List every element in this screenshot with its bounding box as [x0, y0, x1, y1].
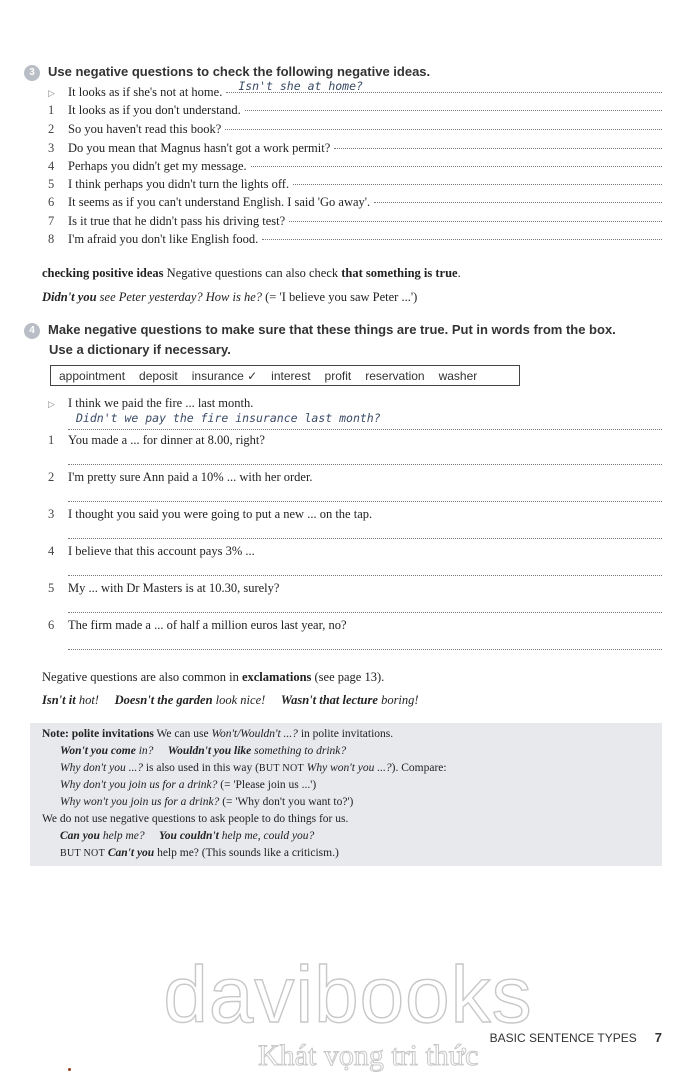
example-text: look nice!	[215, 693, 266, 707]
note-italic: Won't/Wouldn't ...?	[211, 728, 298, 740]
explanation-text: Negative questions can also check	[166, 266, 339, 280]
answer-line[interactable]	[68, 648, 662, 650]
word-box-item: interest	[271, 368, 311, 383]
exclamations-intro	[42, 670, 662, 685]
footer-section-title: BASIC SENTENCE TYPES	[489, 1031, 637, 1045]
item-number: 4	[48, 159, 55, 173]
note-emphasis: Can't you	[107, 847, 155, 859]
note-emphasis: Can you	[60, 830, 100, 842]
note-emphasis: Wouldn't you like	[167, 745, 252, 757]
item-number: 5	[48, 177, 55, 191]
note-line	[42, 828, 662, 845]
answer-line[interactable]	[226, 79, 662, 93]
exercise-instruction: Make negative questions to make sure that these things are true. Put in words from the box.	[48, 322, 616, 337]
note-italic: help me?	[102, 830, 145, 842]
exercise-item	[48, 544, 662, 561]
item-number: 1	[48, 433, 55, 447]
note-label: Note:	[42, 728, 69, 740]
explanation-text: Negative questions are also common in	[42, 670, 239, 684]
exercise-number-badge: 3	[24, 65, 40, 81]
item-prompt: So you haven't read this book?	[68, 122, 222, 136]
exercise-item	[48, 507, 662, 524]
note-text: ). Compare:	[391, 762, 447, 774]
item-number: 6	[48, 195, 55, 209]
word-box-item: appointment	[59, 368, 126, 383]
item-prompt: Perhaps you didn't get my message.	[68, 159, 247, 173]
note-italic: Why won't you join us for a drink?	[60, 796, 220, 808]
item-prompt: I'm pretty sure Ann paid a 10% ... with her order.	[68, 470, 313, 484]
item-number: 5	[48, 581, 55, 595]
emphasis-text: that something is true	[341, 266, 458, 280]
note-italic: something to drink?	[254, 745, 347, 757]
exercise-item	[48, 195, 662, 212]
exercise-4-heading	[24, 322, 616, 357]
exercise-3-heading	[24, 64, 430, 81]
example-prompt: I think we paid the fire ... last month.	[68, 396, 254, 410]
answer-line[interactable]	[68, 463, 662, 465]
note-line	[42, 743, 662, 760]
exercise-number-badge: 4	[24, 323, 40, 339]
note-line	[42, 726, 662, 743]
item-number: 1	[48, 103, 55, 117]
exercise-3-example	[48, 79, 662, 102]
example-answer: Didn't we pay the fire insurance last month?	[76, 411, 381, 425]
exercise-item	[48, 177, 662, 194]
answer-line[interactable]	[293, 184, 662, 185]
item-prompt: You made a ... for dinner at 8.00, right?	[68, 433, 265, 447]
item-number: 8	[48, 232, 55, 246]
item-number: 3	[48, 507, 55, 521]
section-heading: checking positive ideas	[42, 266, 164, 280]
example-prompt: It looks as if she's not at home.	[68, 85, 223, 99]
item-number: 4	[48, 544, 55, 558]
note-heading: polite invitations	[71, 728, 154, 740]
note-line	[42, 777, 662, 794]
item-number: 3	[48, 141, 55, 155]
item-prompt: It looks as if you don't understand.	[68, 103, 241, 117]
note-box	[30, 723, 662, 866]
item-number: 2	[48, 122, 55, 136]
page-reference: (see page 13).	[314, 670, 385, 684]
note-text: is also used in this way (	[145, 762, 259, 774]
item-prompt: It seems as if you can't understand English. I said 'Go away'.	[68, 195, 371, 209]
example-answer: Isn't she at home?	[238, 79, 363, 93]
answer-line[interactable]	[334, 148, 662, 149]
example-emphasis: Isn't it	[42, 693, 76, 707]
exercise-instruction-2: Use a dictionary if necessary.	[49, 342, 231, 357]
item-prompt: I'm afraid you don't like English food.	[68, 232, 259, 246]
note-line	[42, 845, 662, 862]
item-prompt: My ... with Dr Masters is at 10.30, surely?	[68, 581, 280, 595]
note-text: (= 'Please join us ...')	[220, 779, 317, 791]
example-emphasis: Didn't you	[42, 290, 97, 304]
exercise-instruction: Use negative questions to check the following negative ideas.	[48, 64, 431, 79]
example-emphasis: Doesn't the garden	[114, 693, 213, 707]
answer-line[interactable]	[68, 500, 662, 502]
exercise-item	[48, 232, 662, 249]
word-box-item: insurance ✓	[191, 368, 258, 383]
note-text: help me? (This sounds like a criticism.)	[157, 847, 339, 859]
note-italic: help me, could you?	[221, 830, 315, 842]
exercise-item	[48, 103, 662, 120]
exercise-item	[48, 141, 662, 158]
example-marker-icon: ▷	[48, 399, 55, 409]
word-box-item: profit	[324, 368, 352, 383]
checking-example	[42, 290, 662, 305]
item-prompt: I think perhaps you didn't turn the lights off.	[68, 177, 290, 191]
note-text: We do not use negative questions to ask people to do things for us.	[42, 813, 349, 825]
example-text: boring!	[381, 693, 419, 707]
word-box-item: deposit	[139, 368, 178, 383]
item-prompt: I thought you said you were going to put a new ... on the tap.	[68, 507, 373, 521]
exercise-item	[48, 581, 662, 598]
word-box	[50, 365, 520, 386]
note-text: in polite invitations.	[300, 728, 394, 740]
watermark-tagline: Khát vọng tri thức	[258, 1039, 479, 1072]
exercise-item	[48, 618, 662, 635]
item-prompt: Is it true that he didn't pass his driving test?	[68, 214, 286, 228]
punctuation: .	[457, 266, 461, 280]
answer-line[interactable]	[245, 110, 662, 111]
item-prompt: The firm made a ... of half a million euros last year, no?	[68, 618, 347, 632]
answer-line[interactable]	[374, 202, 662, 203]
note-italic: in?	[138, 745, 154, 757]
exercise-item	[48, 122, 662, 139]
note-emphasis: You couldn't	[159, 830, 219, 842]
note-emphasis: Won't you come	[60, 745, 136, 757]
note-line	[42, 794, 662, 811]
note-italic: Why don't you join us for a drink?	[60, 779, 218, 791]
exercise-item	[48, 470, 662, 487]
answer-line[interactable]	[262, 239, 662, 240]
exercise-item	[48, 433, 662, 450]
answer-line[interactable]	[68, 537, 662, 539]
page-number: 7	[654, 1030, 662, 1045]
page-footer	[490, 1030, 662, 1045]
note-text: (= 'Why don't you want to?')	[222, 796, 354, 808]
note-italic: Why don't you ...?	[60, 762, 143, 774]
item-number: 6	[48, 618, 55, 632]
example-gloss: (= 'I believe you saw Peter ...')	[265, 290, 418, 304]
note-text: We can use	[156, 728, 209, 740]
item-prompt: I believe that this account pays 3% ...	[68, 544, 255, 558]
answer-line[interactable]	[68, 611, 662, 613]
note-line	[42, 760, 662, 777]
item-number: 7	[48, 214, 55, 228]
word-box-item: washer	[438, 368, 478, 383]
example-emphasis: Wasn't that lecture	[280, 693, 378, 707]
item-prompt: Do you mean that Magnus hasn't got a work permit?	[68, 141, 331, 155]
answer-line[interactable]	[289, 221, 662, 222]
checking-positive-ideas	[42, 266, 662, 281]
exclamation-examples	[42, 693, 662, 708]
example-text: see Peter yesterday? How is he?	[99, 290, 262, 304]
example-marker-icon: ▷	[48, 88, 55, 98]
exercise-item	[48, 214, 662, 231]
note-smallcaps: BUT NOT	[60, 848, 105, 859]
note-smallcaps: BUT NOT	[258, 763, 304, 774]
answer-line[interactable]	[68, 574, 662, 576]
example-text: hot!	[78, 693, 99, 707]
word-box-item: reservation	[365, 368, 425, 383]
watermark-logo: davibooks	[163, 950, 533, 1039]
item-number: 2	[48, 470, 55, 484]
exercise-item	[48, 159, 662, 176]
print-speck	[68, 1068, 71, 1071]
answer-line[interactable]	[68, 428, 662, 430]
note-line	[42, 811, 662, 828]
answer-line[interactable]	[225, 129, 662, 130]
note-italic: Why won't you ...?	[306, 762, 392, 774]
emphasis-text: exclamations	[241, 670, 312, 684]
answer-line[interactable]	[251, 166, 662, 167]
